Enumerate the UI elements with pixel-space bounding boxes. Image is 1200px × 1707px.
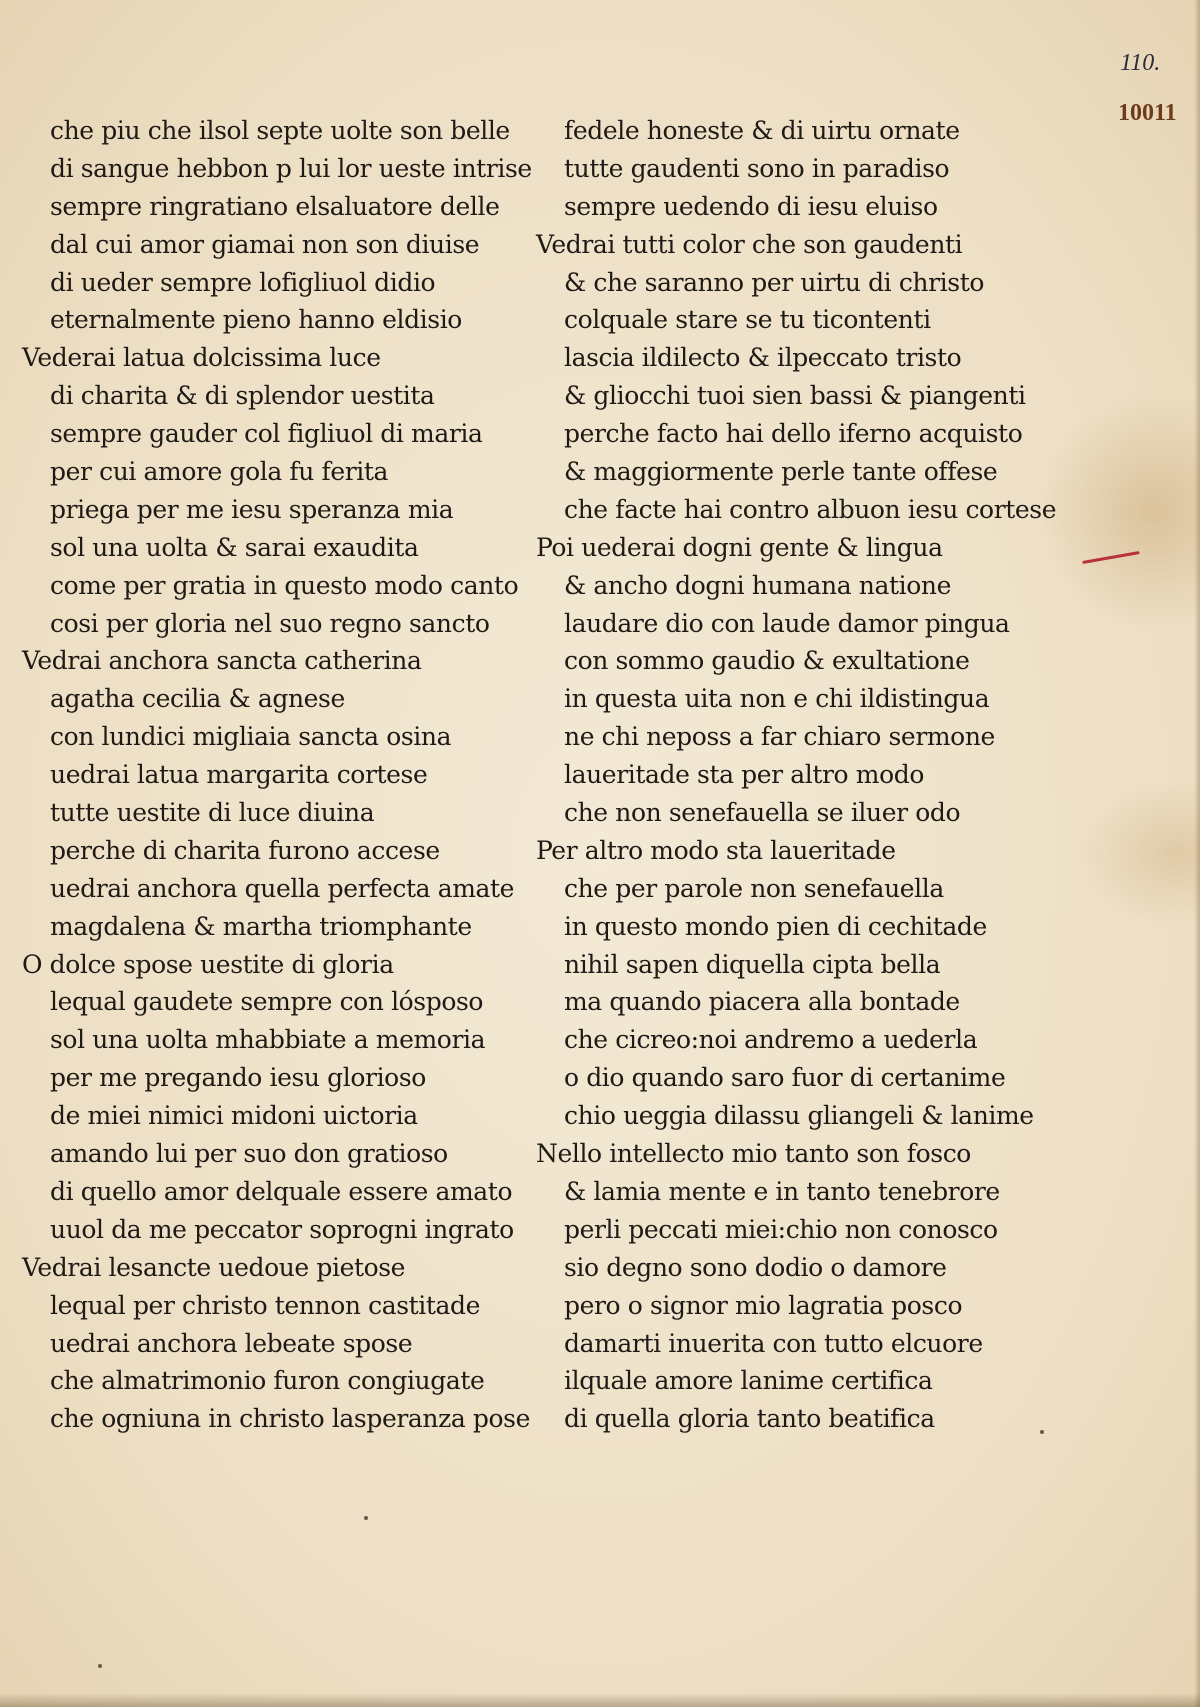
verse-line: in questo mondo pien di cechitade bbox=[564, 911, 987, 941]
verse-line: uedrai anchora quella perfecta amate bbox=[50, 873, 515, 903]
verse-line: tutte uestite di luce diuina bbox=[50, 798, 375, 828]
verse-line: sol una uolta mhabbiate a memoria bbox=[50, 1025, 486, 1055]
page-edge-right bbox=[1194, 0, 1200, 1707]
verse-line: uedrai latua margarita cortese bbox=[50, 760, 428, 790]
verse-line: laueritade sta per altro modo bbox=[564, 760, 924, 790]
ink-speck bbox=[364, 1516, 368, 1520]
verse-line: o dio quando saro fuor di certanime bbox=[564, 1063, 1006, 1093]
verse-line: che cicreo:noi andremo a uederla bbox=[564, 1025, 978, 1055]
verse-line: di sangue hebbon p lui lor ueste intrise bbox=[50, 153, 532, 183]
verse-line: agatha cecilia & agnese bbox=[50, 684, 345, 714]
verse-line: perche di charita furono accese bbox=[50, 835, 440, 865]
left-column bbox=[22, 112, 542, 1438]
verse-line: per cui amore gola fu ferita bbox=[50, 457, 389, 487]
verse-line: di charita & di splendor uestita bbox=[50, 381, 435, 411]
verse-line: cosi per gloria nel suo regno sancto bbox=[50, 608, 490, 638]
verse-line: per me pregando iesu glorioso bbox=[50, 1063, 426, 1093]
verse-line: laudare dio con laude damor pingua bbox=[564, 608, 1010, 638]
verse-line: sempre uedendo di iesu eluiso bbox=[564, 191, 938, 221]
verse-line: sempre ringratiano elsaluatore delle bbox=[50, 191, 500, 221]
verse-line: lequal per christo tennon castitade bbox=[50, 1290, 481, 1320]
verse-line: & lamia mente e in tanto tenebrore bbox=[564, 1176, 1000, 1206]
verse-line: & ancho dogni humana natione bbox=[564, 570, 951, 600]
verse-line: con sommo gaudio & exultatione bbox=[564, 646, 970, 676]
verse-line: sempre gauder col figliuol di maria bbox=[50, 419, 483, 449]
verse-line: nihil sapen diquella cipta bella bbox=[564, 949, 941, 979]
verse-line: Per altro modo sta laueritade bbox=[536, 835, 896, 865]
right-column bbox=[536, 112, 1056, 1438]
verse-line: Nello intellecto mio tanto son fosco bbox=[536, 1139, 971, 1169]
verse-line: Poi uederai dogni gente & lingua bbox=[536, 532, 943, 562]
verse-line: tutte gaudenti sono in paradiso bbox=[564, 153, 950, 183]
verse-line: di ueder sempre lofigliuol didio bbox=[50, 267, 436, 297]
verse-line: in questa uita non e chi ildistingua bbox=[564, 684, 990, 714]
verse-line: che non senefauella se iluer odo bbox=[564, 798, 961, 828]
verse-line: O dolce spose uestite di gloria bbox=[22, 949, 394, 979]
verse-line: ne chi neposs a far chiaro sermone bbox=[564, 722, 995, 752]
folio-number: 110. bbox=[1120, 50, 1161, 76]
verse-line: dal cui amor giamai non son diuise bbox=[50, 229, 480, 259]
verse-line: perche facto hai dello iferno acquisto bbox=[564, 419, 1023, 449]
verse-line: che facte hai contro albuon iesu cortese bbox=[564, 494, 1057, 524]
verse-line: che per parole non senefauella bbox=[564, 873, 944, 903]
verse-line: amando lui per suo don gratioso bbox=[50, 1139, 448, 1169]
verse-line: pero o signor mio lagratia posco bbox=[564, 1290, 963, 1320]
verse-line: colquale stare se tu ticontenti bbox=[564, 305, 931, 335]
page-edge-bottom bbox=[0, 1693, 1200, 1707]
verse-line: sio degno sono dodio o damore bbox=[564, 1252, 947, 1282]
verse-line: di quello amor delquale essere amato bbox=[50, 1176, 513, 1206]
verse-line: con lundici migliaia sancta osina bbox=[50, 722, 452, 752]
pencil-annotation: 10011 bbox=[1118, 100, 1177, 126]
verse-line: Vedrai anchora sancta catherina bbox=[22, 646, 422, 676]
verse-line: uedrai anchora lebeate spose bbox=[50, 1328, 413, 1358]
red-ink-mark bbox=[1082, 551, 1140, 564]
verse-line: che almatrimonio furon congiugate bbox=[50, 1366, 485, 1396]
verse-line: fedele honeste & di uirtu ornate bbox=[564, 116, 960, 145]
verse-line: ma quando piacera alla bontade bbox=[564, 987, 960, 1017]
verse-line: Vedrai tutti color che son gaudenti bbox=[536, 229, 963, 259]
ink-speck bbox=[1040, 1430, 1044, 1434]
verse-line: lequal gaudete sempre con lósposo bbox=[50, 987, 484, 1017]
verse-line: priega per me iesu speranza mia bbox=[50, 494, 454, 524]
verse-line: eternalmente pieno hanno eldisio bbox=[50, 305, 462, 335]
verse-line: magdalena & martha triomphante bbox=[50, 911, 472, 941]
verse-line: uuol da me peccator soprogni ingrato bbox=[50, 1214, 514, 1244]
verse-line: Vederai latua dolcissima luce bbox=[22, 343, 381, 373]
verse-line: ilquale amore lanime certifica bbox=[564, 1366, 933, 1396]
verse-line: chio ueggia dilassu gliangeli & lanime bbox=[564, 1101, 1034, 1131]
verse-line: lascia ildilecto & ilpeccato tristo bbox=[564, 343, 962, 373]
verse-line: come per gratia in questo modo canto bbox=[50, 570, 519, 600]
verse-line: damarti inuerita con tutto elcuore bbox=[564, 1328, 983, 1358]
verse-line: & maggiormente perle tante offese bbox=[564, 457, 998, 487]
verse-line: che piu che ilsol septe uolte son belle bbox=[50, 116, 510, 145]
verse-line: de miei nimici midoni uictoria bbox=[50, 1101, 418, 1131]
verse-line: & gliocchi tuoi sien bassi & piangenti bbox=[564, 381, 1026, 411]
verse-line: di quella gloria tanto beatifica bbox=[564, 1404, 935, 1434]
verse-line: perli peccati miei:chio non conosco bbox=[564, 1214, 998, 1244]
ink-speck bbox=[98, 1664, 102, 1668]
verse-line: sol una uolta & sarai exaudita bbox=[50, 532, 419, 562]
verse-line: che ogniuna in christo lasperanza pose bbox=[50, 1404, 531, 1434]
verse-line: & che saranno per uirtu di christo bbox=[564, 267, 984, 297]
verse-line: Vedrai lesancte uedoue pietose bbox=[22, 1252, 406, 1282]
